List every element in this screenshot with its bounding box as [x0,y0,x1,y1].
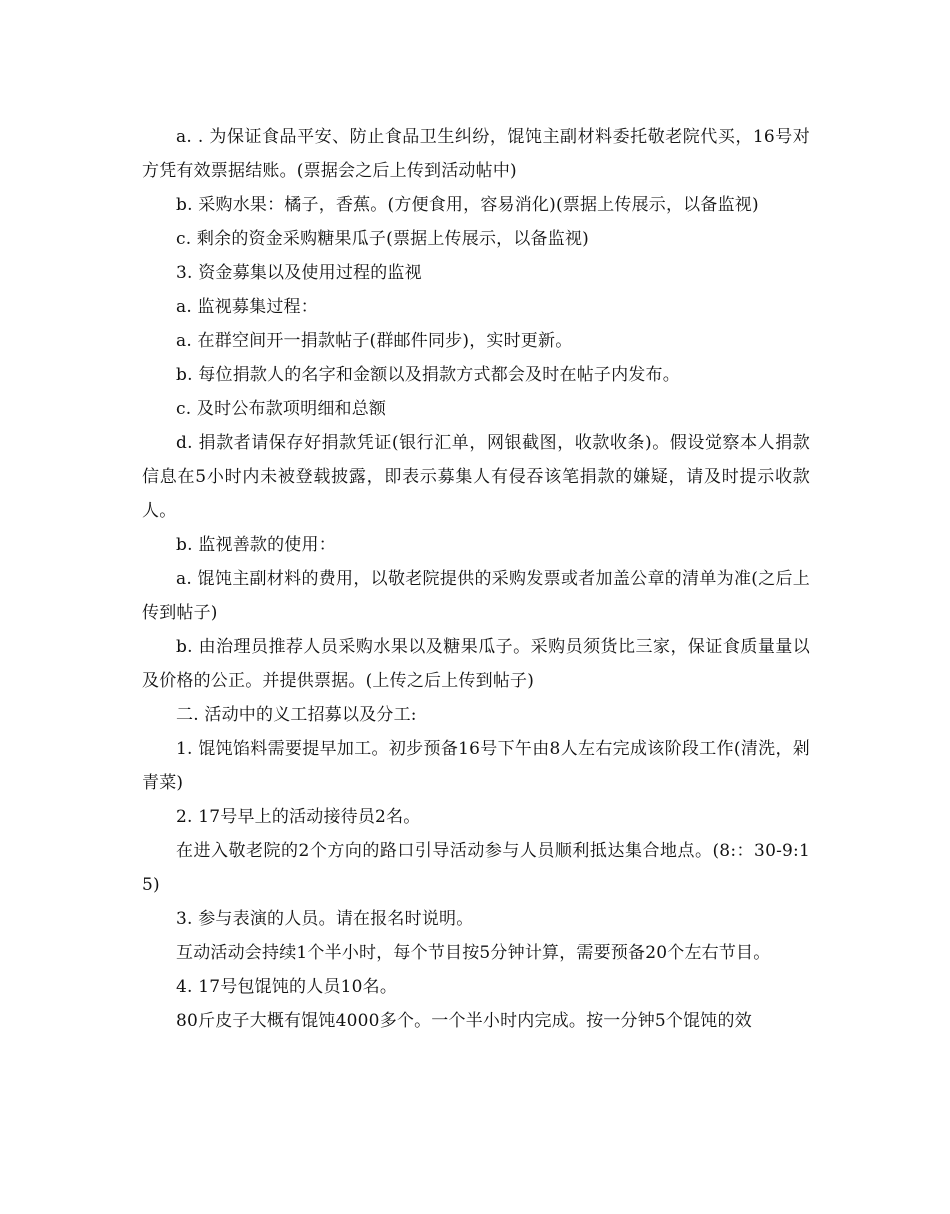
paragraph-buyer-selection: b. 由治理员推荐人员采购水果以及糖果瓜子。采购员须货比三家，保证食质量量以及价格的公正。并提供票据。(上传之后上传到帖子) [142,637,810,691]
paragraph-wonton-makers: 4. 17号包馄饨的人员10名。 [176,977,398,997]
paragraph-wonton-quantity: 80斤皮子大概有馄饨4000多个。一个半小时内完成。按一分钟5个馄饨的效 [176,1011,752,1031]
paragraph-filling-prep: 1. 馄饨馅料需要提早加工。初步预备16号下午由8人左右完成该阶段工作(清洗，剁青菜) [142,739,810,793]
heading-volunteer-recruitment: 二. 活动中的义工招募以及分工: [176,705,417,725]
subheading-fund-usage: b. 监视善款的使用： [176,535,336,555]
paragraph-receptionists: 2. 17号早上的活动接待员2名。 [176,807,421,827]
document-body [142,120,810,1038]
subheading-raising-process: a. 监视募集过程： [176,297,318,317]
paragraph-guide-route: 在进入敬老院的2个方向的路口引导活动参与人员顺利抵达集合地点。(8:：30-9:15) [142,841,810,895]
paragraph-candy-purchase: c. 剩余的资金采购糖果瓜子(票据上传展示，以备监视) [176,229,589,249]
paragraph-performers: 3. 参与表演的人员。请在报名时说明。 [176,909,474,929]
paragraph-food-purchase: a. . 为保证食品平安、防止食品卫生纠纷，馄饨主副材料委托敬老院代买，16号对方凭有效票据结账。(票据会之后上传到活动帖中) [142,127,810,181]
paragraph-fruit-purchase: b. 采购水果：橘子，香蕉。(方便食用，容易消化)(票据上传展示，以备监视) [176,195,759,215]
paragraph-program-length: 互动活动会持续1个半小时，每个节目按5分钟计算，需要预备20个左右节目。 [176,943,771,963]
paragraph-publish-totals: c. 及时公布款项明细和总额 [176,399,387,419]
paragraph-donor-info: b. 每位捐款人的名字和金额以及捐款方式都会及时在帖子内发布。 [176,365,680,385]
paragraph-donation-post: a. 在群空间开一捐款帖子(群邮件同步)，实时更新。 [176,331,573,351]
paragraph-keep-receipts: d. 捐款者请保存好捐款凭证(银行汇单，网银截图，收款收条)。假设觉察本人捐款信息在5小时内未被登载披露，即表示募集人有侵吞该笔捐款的嫌疑，请及时提示收款人。 [142,433,810,521]
paragraph-material-costs: a. 馄饨主副材料的费用，以敬老院提供的采购发票或者加盖公章的清单为准(之后上传到帖子) [142,569,810,623]
heading-fund-monitoring: 3. 资金募集以及使用过程的监视 [176,263,422,283]
